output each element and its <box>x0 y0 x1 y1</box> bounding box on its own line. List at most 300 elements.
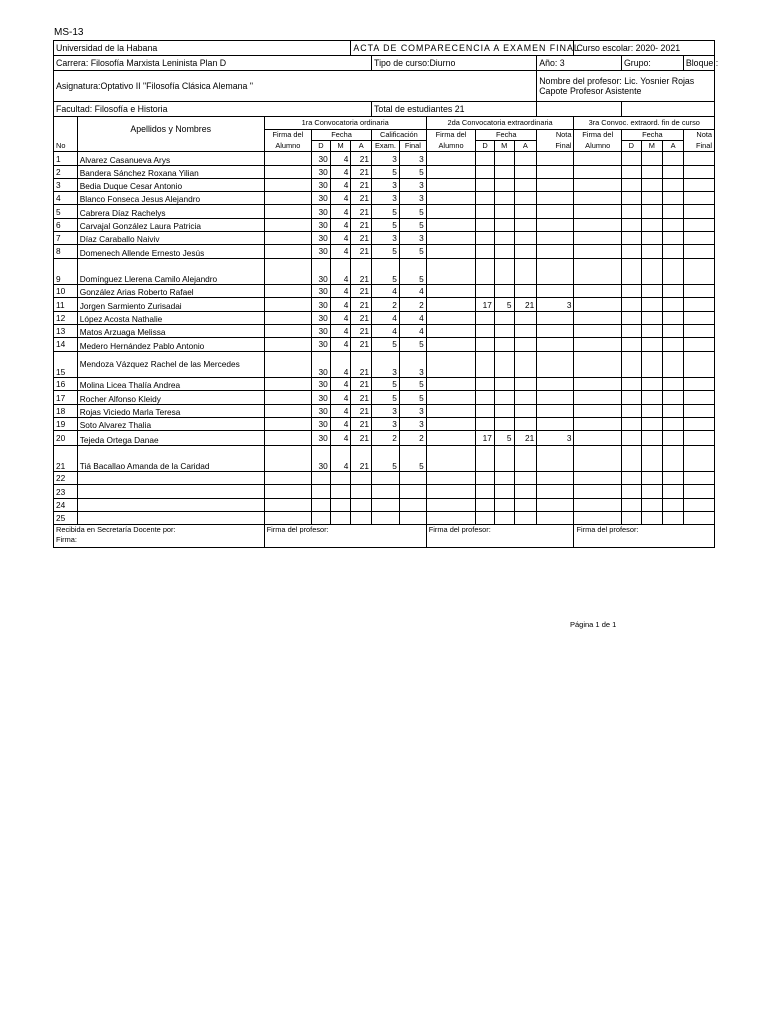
signature-cell <box>426 351 476 378</box>
exam3-day <box>621 391 641 404</box>
exam-month <box>330 485 351 498</box>
exam3-day <box>621 378 641 391</box>
student-row <box>54 498 715 511</box>
student-name: Soto Alvarez Thalia <box>77 417 264 430</box>
exam3-year <box>663 378 684 391</box>
exam2-year <box>514 218 537 231</box>
final-grade-2 <box>537 152 574 165</box>
signature-cell <box>574 378 621 391</box>
signature-cell <box>574 351 621 378</box>
student-number: 14 <box>54 338 78 351</box>
final-header: Final <box>399 141 426 152</box>
exam3-month <box>641 205 663 218</box>
student-number: 18 <box>54 404 78 417</box>
exam3-year <box>663 511 684 524</box>
exam-day: 30 <box>312 338 331 351</box>
exam3-year <box>663 298 684 311</box>
student-row <box>54 298 715 311</box>
final-grade-2 <box>537 178 574 191</box>
exam-grade <box>372 485 400 498</box>
student-row <box>54 472 715 485</box>
exam-year: 21 <box>351 351 372 378</box>
exam2-year <box>514 178 537 191</box>
final-grade-2 <box>537 351 574 378</box>
final-grade: 5 <box>399 258 426 285</box>
exam-month: 4 <box>330 205 351 218</box>
exam2-month <box>494 218 514 231</box>
student-name: Cabrera Díaz Rachelys <box>77 205 264 218</box>
exam3-month <box>641 417 663 430</box>
exam3-day <box>621 445 641 472</box>
firma-header: Firma del <box>264 129 311 140</box>
exam2-month <box>494 232 514 245</box>
final-grade-2 <box>537 498 574 511</box>
student-number: 20 <box>54 431 78 445</box>
exam-grade: 3 <box>372 417 400 430</box>
exam3-month <box>641 472 663 485</box>
exam2-year <box>514 325 537 338</box>
exam2-month <box>494 404 514 417</box>
signature-cell <box>574 445 621 472</box>
exam3-year <box>663 391 684 404</box>
exam2-day <box>476 152 495 165</box>
nota-header: Nota <box>683 129 714 140</box>
exam2-day <box>476 404 495 417</box>
student-row <box>54 338 715 351</box>
signature-cell <box>264 325 311 338</box>
exam-day: 30 <box>312 285 331 298</box>
exam2-month <box>494 178 514 191</box>
student-name: Carvajal González Laura Patricia <box>77 218 264 231</box>
exam-year: 21 <box>351 338 372 351</box>
final-grade-2 <box>537 311 574 324</box>
signature-row <box>54 525 715 548</box>
exam-year: 21 <box>351 298 372 311</box>
student-number: 7 <box>54 232 78 245</box>
signature-cell <box>426 378 476 391</box>
exam3-day <box>621 285 641 298</box>
conv1-header: 1ra Convocatoria ordinaria <box>264 116 426 129</box>
student-row <box>54 258 715 285</box>
signature-cell <box>264 205 311 218</box>
received-by-label: Recibida en Secretaría Docente por: <box>56 525 176 535</box>
exam3-year <box>663 431 684 445</box>
exam3-month <box>641 325 663 338</box>
student-number: 9 <box>54 258 78 285</box>
signature-cell <box>264 232 311 245</box>
signature-cell <box>264 298 311 311</box>
no-column-header: No <box>54 141 78 152</box>
final-grade: 5 <box>399 445 426 472</box>
exam-month: 4 <box>330 311 351 324</box>
exam3-day <box>621 511 641 524</box>
signature-cell <box>264 285 311 298</box>
exam-grade: 4 <box>372 311 400 324</box>
student-name <box>77 511 264 524</box>
student-name: Rojas Viciedo Marla Teresa <box>77 404 264 417</box>
exam2-month <box>494 205 514 218</box>
conv3-header: 3ra Convoc. extraord. fin de curso <box>574 116 715 129</box>
signature-cell <box>426 404 476 417</box>
signature-cell <box>426 152 476 165</box>
exam3-day <box>621 152 641 165</box>
signature-cell <box>574 391 621 404</box>
student-row <box>54 445 715 472</box>
final-grade: 5 <box>399 165 426 178</box>
signature-cell <box>264 311 311 324</box>
exam2-month <box>494 152 514 165</box>
exam-year: 21 <box>351 417 372 430</box>
exam-year: 21 <box>351 258 372 285</box>
exam-year: 21 <box>351 218 372 231</box>
subject-cell: Asignatura:Optativo II "Filosofía Clásica Alemana " <box>54 70 537 102</box>
exam-month: 4 <box>330 192 351 205</box>
exam3-day <box>621 498 641 511</box>
student-row <box>54 285 715 298</box>
exam-year: 21 <box>351 205 372 218</box>
exam3-month <box>641 391 663 404</box>
year-cell: Año: 3 <box>537 56 622 70</box>
final-grade-3 <box>683 311 714 324</box>
exam3-day <box>621 472 641 485</box>
student-name: Molina Licea Thalía Andrea <box>77 378 264 391</box>
signature-cell <box>426 245 476 258</box>
student-row <box>54 511 715 524</box>
final-grade: 5 <box>399 245 426 258</box>
signature-cell <box>574 192 621 205</box>
signature-cell <box>574 417 621 430</box>
student-name: Tiá Bacallao Amanda de la Caridad <box>77 445 264 472</box>
exam-grade: 4 <box>372 285 400 298</box>
exam-grade: 5 <box>372 245 400 258</box>
student-number: 2 <box>54 165 78 178</box>
exam3-year <box>663 245 684 258</box>
exam-day: 30 <box>312 178 331 191</box>
final-grade: 5 <box>399 391 426 404</box>
alumno-header: Alumno <box>574 141 621 152</box>
year-header: A <box>351 141 372 152</box>
exam3-month <box>641 152 663 165</box>
exam2-day <box>476 417 495 430</box>
exam3-month <box>641 431 663 445</box>
final-grade-3 <box>683 325 714 338</box>
exam3-day <box>621 258 641 285</box>
exam-grade: 3 <box>372 404 400 417</box>
final-grade-3 <box>683 445 714 472</box>
student-row <box>54 232 715 245</box>
exam-grade: 5 <box>372 338 400 351</box>
student-row <box>54 485 715 498</box>
exam-year <box>351 498 372 511</box>
final-grade-3 <box>683 245 714 258</box>
student-number: 3 <box>54 178 78 191</box>
exam2-day <box>476 391 495 404</box>
signature-cell <box>574 338 621 351</box>
exam-month: 4 <box>330 431 351 445</box>
exam2-month <box>494 258 514 285</box>
exam2-month <box>494 165 514 178</box>
student-number: 22 <box>54 472 78 485</box>
student-row <box>54 152 715 165</box>
exam-year: 21 <box>351 445 372 472</box>
signature-cell <box>426 472 476 485</box>
signature-cell <box>426 417 476 430</box>
student-row <box>54 165 715 178</box>
exam2-month <box>494 445 514 472</box>
student-number: 25 <box>54 511 78 524</box>
exam3-year <box>663 445 684 472</box>
exam-year: 21 <box>351 378 372 391</box>
exam-month: 4 <box>330 351 351 378</box>
signature-cell <box>264 472 311 485</box>
exam2-day <box>476 232 495 245</box>
final-grade-2 <box>537 511 574 524</box>
exam-day: 30 <box>312 325 331 338</box>
fecha-header: Fecha <box>476 129 537 140</box>
exam3-month <box>641 485 663 498</box>
university-cell: Universidad de la Habana <box>54 41 351 56</box>
firma-header: Firma del <box>574 129 621 140</box>
signature-cell <box>574 404 621 417</box>
exam2-month <box>494 472 514 485</box>
signature-cell <box>574 511 621 524</box>
exam3-month <box>641 245 663 258</box>
exam-attendance-sheet <box>53 40 719 548</box>
exam2-day <box>476 285 495 298</box>
student-number: 11 <box>54 298 78 311</box>
exam-grade: 5 <box>372 165 400 178</box>
exam-day: 30 <box>312 165 331 178</box>
names-header-spacer <box>77 141 264 152</box>
exam-grade: 5 <box>372 391 400 404</box>
exam-grade <box>372 511 400 524</box>
student-row <box>54 325 715 338</box>
signature-cell <box>264 498 311 511</box>
exam2-year <box>514 285 537 298</box>
signature-cell <box>574 218 621 231</box>
exam2-month: 5 <box>494 298 514 311</box>
student-name: Rocher Alfonso Kleidy <box>77 391 264 404</box>
exam3-day <box>621 165 641 178</box>
exam2-day: 17 <box>476 298 495 311</box>
final-grade: 2 <box>399 298 426 311</box>
names-column-header: Apellidos y Nombres <box>77 116 264 141</box>
exam2-day <box>476 511 495 524</box>
signature-cell <box>426 311 476 324</box>
exam3-day <box>621 232 641 245</box>
exam3-year <box>663 485 684 498</box>
final-header: Final <box>537 141 574 152</box>
exam3-year <box>663 232 684 245</box>
student-name: Domenech Allende Ernesto Jesús <box>77 245 264 258</box>
signature-cell <box>574 245 621 258</box>
student-name: Bandera Sánchez Roxana Yilian <box>77 165 264 178</box>
final-grade <box>399 472 426 485</box>
exam-month: 4 <box>330 232 351 245</box>
exam2-day <box>476 178 495 191</box>
exam-grade <box>372 498 400 511</box>
exam3-day <box>621 404 641 417</box>
exam3-year <box>663 258 684 285</box>
final-grade-2 <box>537 245 574 258</box>
page-number: Página 1 de 1 <box>570 620 617 629</box>
document-title: ACTA DE COMPARECENCIA A EXAMEN FINAL <box>351 41 574 56</box>
signature-cell <box>426 498 476 511</box>
exam-year: 21 <box>351 165 372 178</box>
exam-grade: 5 <box>372 258 400 285</box>
exam3-year <box>663 338 684 351</box>
exam-grade: 3 <box>372 152 400 165</box>
exam2-month <box>494 351 514 378</box>
final-grade: 5 <box>399 218 426 231</box>
exam-month: 4 <box>330 391 351 404</box>
exam2-day <box>476 472 495 485</box>
final-grade-3 <box>683 378 714 391</box>
course-type-cell: Tipo de curso:Diurno <box>372 56 537 70</box>
exam-month: 4 <box>330 178 351 191</box>
exam-day: 30 <box>312 258 331 285</box>
exam-month: 4 <box>330 445 351 472</box>
signature-cell <box>426 205 476 218</box>
exam2-year <box>514 417 537 430</box>
final-grade: 3 <box>399 232 426 245</box>
signature-cell <box>574 165 621 178</box>
student-row <box>54 404 715 417</box>
exam3-month <box>641 498 663 511</box>
final-grade-2 <box>537 285 574 298</box>
block-cell: Bloque : <box>683 56 714 70</box>
final-grade-3 <box>683 391 714 404</box>
month-header: M <box>330 141 351 152</box>
exam2-day <box>476 351 495 378</box>
exam3-year <box>663 311 684 324</box>
signature-cell <box>264 485 311 498</box>
final-grade: 3 <box>399 404 426 417</box>
exam2-year <box>514 205 537 218</box>
exam-day: 30 <box>312 298 331 311</box>
exam-grade: 5 <box>372 445 400 472</box>
exam3-day <box>621 351 641 378</box>
professor-cell: Nombre del profesor: Lic. Yosnier Rojas Capote Profesor Asistente <box>537 70 715 102</box>
month-header: M <box>494 141 514 152</box>
firma-header: Firma del <box>426 129 476 140</box>
student-row <box>54 311 715 324</box>
signature-cell <box>264 404 311 417</box>
exam2-day <box>476 311 495 324</box>
signature-cell <box>426 258 476 285</box>
exam-month: 4 <box>330 298 351 311</box>
student-name: Medero Hernández Pablo Antonio <box>77 338 264 351</box>
signature-cell <box>426 165 476 178</box>
signature-cell <box>264 391 311 404</box>
exam-month: 4 <box>330 285 351 298</box>
final-grade: 3 <box>399 192 426 205</box>
signature-cell <box>574 258 621 285</box>
final-grade-3 <box>683 165 714 178</box>
final-grade-2 <box>537 485 574 498</box>
final-grade <box>399 511 426 524</box>
final-grade: 5 <box>399 205 426 218</box>
exam-month: 4 <box>330 325 351 338</box>
student-row <box>54 417 715 430</box>
final-grade <box>399 498 426 511</box>
final-grade-2 <box>537 258 574 285</box>
exam3-year <box>663 285 684 298</box>
exam-day: 30 <box>312 192 331 205</box>
signature-cell <box>426 192 476 205</box>
exam-day: 30 <box>312 205 331 218</box>
exam3-year <box>663 498 684 511</box>
student-number: 15 <box>54 351 78 378</box>
exam3-year <box>663 178 684 191</box>
final-grade-3 <box>683 498 714 511</box>
exam2-day <box>476 325 495 338</box>
exam3-day <box>621 205 641 218</box>
signature-cell <box>264 258 311 285</box>
conv2-header: 2da Convocatoria extraordinaria <box>426 116 574 129</box>
exam2-day <box>476 258 495 285</box>
exam-month <box>330 511 351 524</box>
professor-signature-2: Firma del profesor: <box>426 525 574 548</box>
signature-cell <box>574 152 621 165</box>
exam2-day <box>476 338 495 351</box>
signature-cell <box>574 485 621 498</box>
final-grade: 3 <box>399 152 426 165</box>
student-name: Tejeda Ortega Danae <box>77 431 264 445</box>
exam-day <box>312 472 331 485</box>
exam2-year <box>514 245 537 258</box>
final-grade-2 <box>537 218 574 231</box>
final-grade-2 <box>537 378 574 391</box>
final-grade-2 <box>537 417 574 430</box>
exam2-year <box>514 404 537 417</box>
exam-grade: 3 <box>372 178 400 191</box>
student-number: 23 <box>54 485 78 498</box>
exam3-year <box>663 417 684 430</box>
exam-grade: 2 <box>372 431 400 445</box>
student-number: 5 <box>54 205 78 218</box>
exam-month <box>330 472 351 485</box>
signature-cell <box>264 431 311 445</box>
signature-cell <box>426 325 476 338</box>
exam3-month <box>641 178 663 191</box>
exam2-year <box>514 391 537 404</box>
exam-year: 21 <box>351 431 372 445</box>
signature-cell <box>574 472 621 485</box>
exam3-year <box>663 205 684 218</box>
student-number: 13 <box>54 325 78 338</box>
student-name: Alvarez Casanueva Arys <box>77 152 264 165</box>
final-grade-3 <box>683 152 714 165</box>
student-row <box>54 431 715 445</box>
alumno-header: Alumno <box>264 141 311 152</box>
exam2-month <box>494 325 514 338</box>
exam2-month <box>494 338 514 351</box>
day-header: D <box>312 141 331 152</box>
no-header-spacer <box>54 116 78 141</box>
exam2-month <box>494 511 514 524</box>
year-header: A <box>514 141 537 152</box>
exam3-month <box>641 338 663 351</box>
day-header: D <box>476 141 495 152</box>
exam2-month: 5 <box>494 431 514 445</box>
exam2-day <box>476 498 495 511</box>
signature-cell <box>574 178 621 191</box>
faculty-cell: Facultad: Filosofía e Historia <box>54 102 372 116</box>
exam-month: 4 <box>330 404 351 417</box>
alumno-header: Alumno <box>426 141 476 152</box>
nota-header: Nota <box>537 129 574 140</box>
